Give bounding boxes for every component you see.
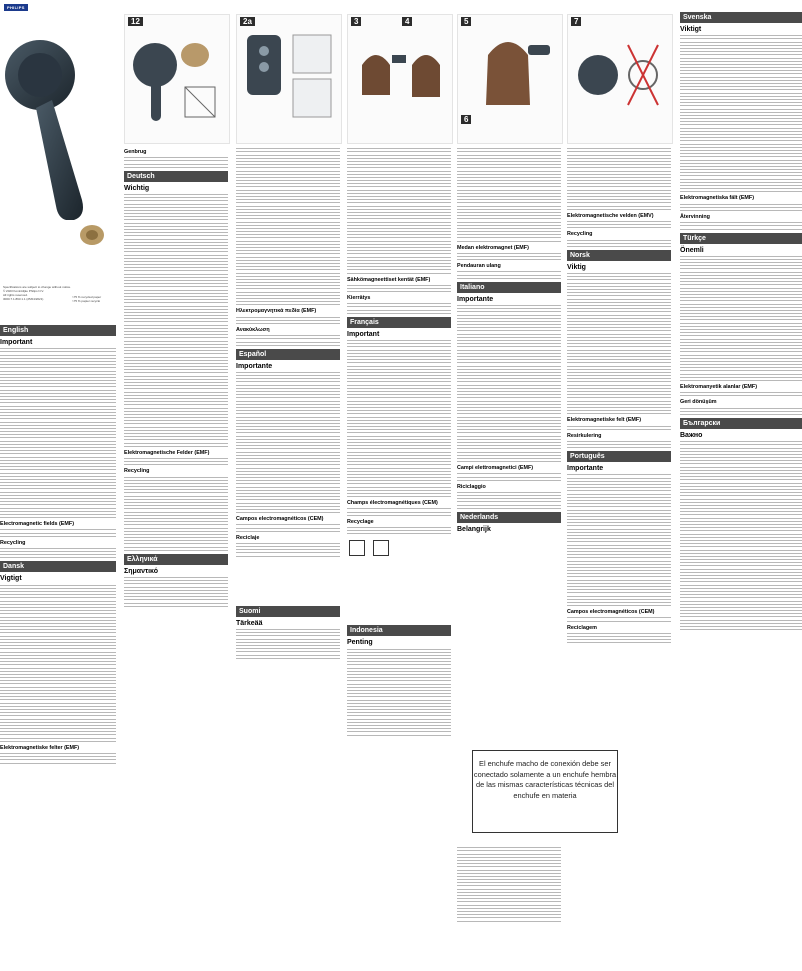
illustration-panel-7 bbox=[567, 14, 673, 144]
heading-emf-dk: Elektromagnetiske felter (EMF) bbox=[0, 744, 80, 751]
column-4 bbox=[347, 146, 451, 971]
heading-importante-pt: Importante bbox=[567, 465, 604, 473]
column-6 bbox=[567, 146, 671, 971]
lang-turkce: Türkçe bbox=[680, 233, 802, 244]
lang-indonesia: Indonesia bbox=[347, 625, 451, 636]
heading-vigtigt: Vigtigt bbox=[0, 575, 22, 583]
heading-wichtig: Wichtig bbox=[124, 184, 150, 192]
lang-nederlands: Nederlands bbox=[457, 512, 561, 523]
heading-importante-it: Importante bbox=[457, 295, 494, 303]
panel-number: 4 bbox=[402, 17, 412, 26]
heading-vazhno: Важно bbox=[680, 431, 703, 439]
heading-geri-donusum: Geri dönüşüm bbox=[680, 399, 717, 406]
woman-drying-hair-icon bbox=[348, 15, 452, 143]
column-5-bottom bbox=[457, 845, 561, 971]
recycled-paper-fr: >75 % papier recyclé bbox=[72, 299, 101, 303]
rights: All rights reserved. bbox=[3, 293, 28, 297]
cover-panel bbox=[0, 0, 116, 303]
column-3 bbox=[236, 146, 340, 971]
column-2 bbox=[124, 146, 228, 971]
lang-dansk: Dansk bbox=[0, 561, 116, 572]
lang-italiano: Italiano bbox=[457, 282, 561, 293]
recycled-paper-en: >75 % recycled paper bbox=[72, 295, 102, 299]
panel-number: 3 bbox=[351, 17, 361, 26]
heading-emf-it: Campi elettromagnetici (EMF) bbox=[457, 465, 534, 472]
deutsch-body bbox=[124, 194, 228, 447]
heading-belangrijk: Belangrijk bbox=[457, 525, 491, 533]
illustration-panel-12 bbox=[124, 14, 230, 144]
heading-emf-nl: Elektromagnetische velden (EMV) bbox=[567, 212, 654, 219]
lang-ellinika: Ελληνικά bbox=[124, 554, 228, 565]
dansk-body bbox=[0, 585, 116, 742]
heading-atervinning: Återvinning bbox=[680, 213, 710, 220]
lang-english: English bbox=[0, 325, 116, 336]
heading-tarkeaa: Tärkeää bbox=[236, 619, 263, 627]
philips-logo: PHILIPS bbox=[4, 4, 28, 11]
heading-kierratys: Kierrätys bbox=[347, 295, 371, 302]
english-body bbox=[0, 348, 116, 518]
heading-reciclaje: Reciclaje bbox=[236, 534, 260, 541]
heading-emf-tr: Elektromanyetik alanlar (EMF) bbox=[680, 384, 757, 390]
panel-number: 2a bbox=[240, 17, 255, 26]
heading-riciclaggio: Riciclaggio bbox=[457, 483, 486, 490]
spec-notice: Specifications are subject to change without notice. bbox=[3, 285, 72, 289]
heading-emf-en: Electromagnetic fields (EMF) bbox=[0, 521, 74, 528]
heading-emf-id: Medan elektromagnet (EMF) bbox=[457, 244, 529, 251]
illustration-panel-5-6 bbox=[457, 14, 563, 144]
lang-deutsch: Deutsch bbox=[124, 171, 228, 182]
lang-svenska: Svenska bbox=[680, 12, 802, 23]
heading-onemli: Önemli bbox=[680, 246, 704, 254]
hair-dryer-image bbox=[0, 20, 116, 250]
heading-recycling-de: Recycling bbox=[124, 468, 150, 475]
doc-code: 3000.7.1.893.1.1 (25/04/2021) bbox=[3, 297, 44, 301]
recycle-bin-icon bbox=[349, 540, 365, 556]
panel-number: 7 bbox=[571, 17, 581, 26]
heading-importante-es: Importante bbox=[236, 362, 273, 370]
copyright: © 2023 Koninklijke Philips N.V. bbox=[3, 289, 44, 293]
panel-number: 6 bbox=[461, 115, 471, 124]
heading-emf-sv: Elektromagnetiska fält (EMF) bbox=[680, 195, 754, 202]
heading-anakyklosi: Ανακύκλωση bbox=[236, 326, 270, 333]
heading-important-fr: Important bbox=[347, 330, 380, 338]
heading-viktigt-sv: Viktigt bbox=[680, 26, 702, 33]
heading-genbrug: Genbrug bbox=[124, 149, 147, 155]
plug-notice-box: El enchufe macho de conexión debe ser conectado solamente a un enchufe hembra de las mismas características técnicas del enchufe en materia bbox=[472, 750, 618, 833]
dryer-settings-icon bbox=[237, 15, 341, 143]
lang-portugues: Português bbox=[567, 451, 671, 462]
lang-norsk: Norsk bbox=[567, 250, 671, 261]
heading-emf-pt: Campos electromagnéticos (CEM) bbox=[567, 609, 655, 616]
heading-recyclage: Recyclage bbox=[347, 518, 374, 525]
heading-reciclagem: Reciclagem bbox=[567, 624, 597, 631]
heading-emf-el: Ηλεκτρομαγνητικά πεδία (EMF) bbox=[236, 308, 317, 315]
column-7 bbox=[680, 0, 802, 971]
heading-recycling-nl: Recycling bbox=[567, 231, 593, 238]
dryer-diagram-icon bbox=[125, 15, 229, 143]
heading-emf-no: Elektromagnetiske felt (EMF) bbox=[567, 417, 641, 424]
column-1 bbox=[0, 0, 116, 971]
heading-penting: Penting bbox=[347, 639, 373, 647]
cleaning-filter-icon bbox=[568, 15, 672, 143]
heading-important: Important bbox=[0, 339, 33, 346]
heading-emf-de: Elektromagnetische Felder (EMF) bbox=[124, 449, 210, 456]
panel-number: 5 bbox=[461, 17, 471, 26]
column-5 bbox=[457, 146, 561, 746]
lang-suomi: Suomi bbox=[236, 606, 340, 617]
heading-emf-fi: Sähkömagneettiset kentät (EMF) bbox=[347, 276, 431, 283]
heading-recycling-en: Recycling bbox=[0, 539, 26, 546]
panel-number: 12 bbox=[128, 17, 143, 26]
illustration-panel-3-4 bbox=[347, 14, 453, 144]
heading-viktig: Viktig bbox=[567, 263, 586, 271]
heading-emf-es: Campos electromagnéticos (CEM) bbox=[236, 516, 324, 523]
illustration-panel-2a bbox=[236, 14, 342, 144]
woman-styling-icon bbox=[458, 15, 562, 143]
heading-daur-ulang: Pendauran ulang bbox=[457, 263, 501, 270]
heading-resirkulering: Resirkulering bbox=[567, 432, 602, 439]
triman-icon bbox=[373, 540, 389, 556]
heading-emf-fr: Champs électromagnétiques (CEM) bbox=[347, 500, 438, 507]
heading-simantiko: Σημαντικό bbox=[124, 567, 158, 575]
lang-balgarski: Български bbox=[680, 418, 802, 429]
lang-espanol: Español bbox=[236, 349, 340, 360]
lang-francais: Français bbox=[347, 317, 451, 328]
